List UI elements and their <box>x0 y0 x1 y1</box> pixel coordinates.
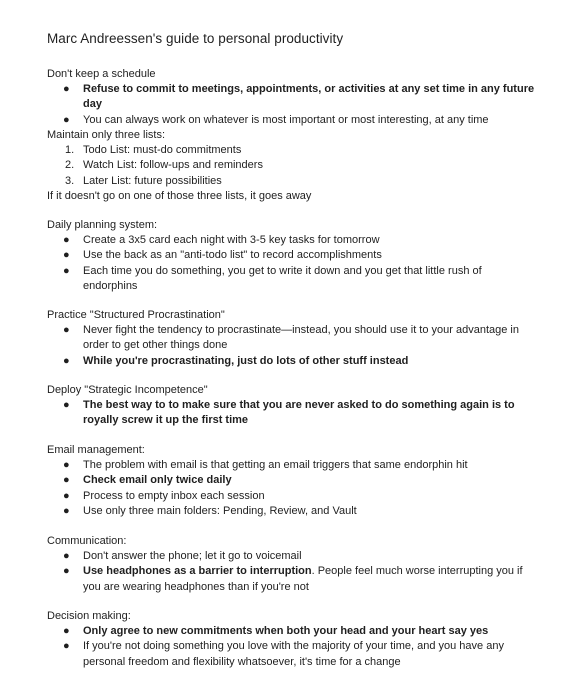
list-item <box>47 639 537 670</box>
bullet-icon: ● <box>63 504 70 517</box>
section-heading: Maintain only three lists: <box>47 129 165 141</box>
bullet-list <box>47 549 537 595</box>
section-structured-procrastination <box>47 308 537 369</box>
list-item <box>47 354 537 369</box>
list-item <box>47 398 537 429</box>
item-text: You can always work on whatever is most important or most interesting, at any time <box>83 113 489 126</box>
list-item <box>47 264 537 295</box>
list-number: 1. <box>65 144 75 156</box>
item-text: Todo List: must-do commitments <box>83 144 242 156</box>
item-text: Never fight the tendency to procrastinate—instead, you should use it to your advantage in order to get other things done <box>83 324 519 352</box>
list-item <box>47 143 537 158</box>
list-item <box>47 233 537 248</box>
list-number: 2. <box>65 159 75 172</box>
section-heading: Practice "Structured Procrastination" <box>47 309 225 321</box>
section-footer: If it doesn't go on one of those three lists, it goes away <box>47 189 312 202</box>
section-heading: Deploy "Strategic Incompetence" <box>47 384 208 396</box>
numbered-list <box>47 143 537 189</box>
list-item <box>47 564 537 595</box>
item-bold-text: Only agree to new commitments when both your head and your heart say yes <box>83 625 489 637</box>
bullet-list <box>47 323 537 369</box>
item-text: Watch List: follow-ups and reminders <box>83 159 263 172</box>
list-item <box>47 473 537 488</box>
item-text: Use the back as an "anti-todo list" to record accomplishments <box>83 249 382 262</box>
list-item <box>47 82 537 113</box>
item-text: Each time you do something, you get to write it down and you get that little rush of endorphins <box>83 264 482 292</box>
page-title: Marc Andreessen's guide to personal productivity <box>47 31 344 46</box>
section-three-lists <box>47 128 537 204</box>
bullet-icon: ● <box>63 234 70 246</box>
section-heading: Daily planning system: <box>47 219 158 231</box>
list-item <box>47 323 537 354</box>
section-decision-making <box>47 609 537 670</box>
bullet-list <box>47 82 537 128</box>
item-text: The problem with email is that getting an email triggers that same endorphin hit <box>83 459 468 471</box>
bullet-list <box>47 624 537 670</box>
list-item <box>47 458 537 473</box>
bullet-icon: ● <box>63 474 70 487</box>
list-item <box>47 489 537 504</box>
item-text: Create a 3x5 card each night with 3-5 key tasks for tomorrow <box>83 234 380 246</box>
section-heading: Communication: <box>47 535 127 547</box>
list-item <box>47 158 537 173</box>
bullet-icon: ● <box>63 640 70 653</box>
item-bold-text: The best way to to make sure that you are never asked to do something again is to royally screw it up the first time <box>83 399 515 427</box>
list-item <box>47 504 537 519</box>
item-bold-text: Refuse to commit to meetings, appointments, or activities at any set time in any future day <box>83 83 535 111</box>
bullet-list <box>47 458 537 519</box>
list-item <box>47 624 537 639</box>
item-text: Process to empty inbox each session <box>83 489 265 502</box>
bullet-icon: ● <box>63 249 70 262</box>
section-strategic-incompetence <box>47 383 537 429</box>
bullet-icon: ● <box>63 324 70 336</box>
bullet-icon: ● <box>63 113 70 126</box>
bullet-icon: ● <box>63 83 70 95</box>
bullet-list <box>47 398 537 429</box>
bullet-icon: ● <box>63 489 70 502</box>
bullet-icon: ● <box>63 459 70 471</box>
section-heading: Email management: <box>47 444 145 456</box>
item-bold-text: While you're procrastinating, just do lots of other stuff instead <box>83 354 409 367</box>
item-bold-text: Use headphones as a barrier to interruption <box>83 565 312 578</box>
item-text: Don't answer the phone; let it go to voicemail <box>83 550 302 562</box>
bullet-icon: ● <box>63 625 70 637</box>
item-text: Later List: future possibilities <box>83 174 222 187</box>
bullet-icon: ● <box>63 550 70 562</box>
list-item <box>47 549 537 564</box>
bullet-icon: ● <box>63 264 70 277</box>
bullet-icon: ● <box>63 399 70 411</box>
list-item <box>47 174 537 189</box>
item-text: Use only three main folders: Pending, Review, and Vault <box>83 504 357 517</box>
list-item <box>47 248 537 263</box>
item-bold-text: Check email only twice daily <box>83 474 232 487</box>
bullet-list <box>47 233 537 294</box>
section-schedule <box>47 67 537 128</box>
item-text: . People feel much worse interrupting you if you are wearing headphones than if you're not <box>83 565 523 593</box>
item-text: If you're not doing something you love with the majority of your time, and you have any personal freedom and flexibility whatsoever, it's time for a change <box>83 640 504 668</box>
section-heading: Decision making: <box>47 610 131 622</box>
section-daily-planning <box>47 218 537 294</box>
section-communication <box>47 534 537 595</box>
section-email-management <box>47 443 537 519</box>
section-heading: Don't keep a schedule <box>47 68 156 80</box>
list-item <box>47 113 537 128</box>
bullet-icon: ● <box>63 354 70 367</box>
list-number: 3. <box>65 174 75 187</box>
bullet-icon: ● <box>63 565 70 578</box>
